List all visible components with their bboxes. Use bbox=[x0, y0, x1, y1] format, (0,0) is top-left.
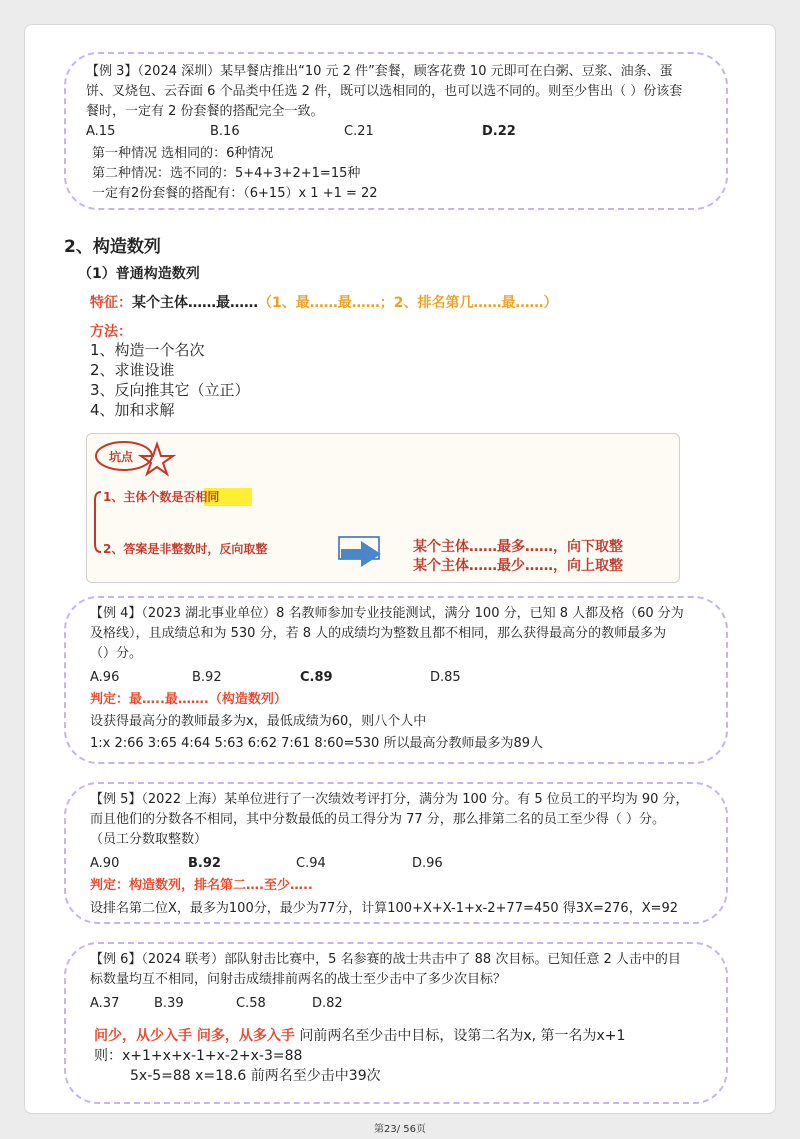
pitfall-note-image bbox=[86, 433, 680, 583]
option-d: D.85 bbox=[430, 670, 461, 685]
option-b: B.92 bbox=[188, 856, 221, 871]
subsection-title: （1）普通构造数列 bbox=[78, 266, 200, 282]
option-c: C.94 bbox=[296, 856, 326, 871]
option-b: B.16 bbox=[210, 124, 240, 139]
solution-hint-line bbox=[94, 1026, 726, 1046]
example-5-options bbox=[90, 854, 726, 874]
solution-line: 5x-5=88 x=18.6 前两名至少击中39次 bbox=[130, 1068, 381, 1084]
rounding-rule-1: 某个主体……最多……，向下取整 bbox=[413, 539, 623, 555]
option-b: B.92 bbox=[192, 670, 222, 685]
pitfall-item-1-text: 1、主体个数 bbox=[103, 490, 172, 504]
example-6-question-line: 标数量均互不相同，问射击成绩排前两名的战士至少击中了多少次目标？ bbox=[90, 972, 507, 987]
solution-line: 一定有2份套餐的搭配有：（6+15）x 1 +1 = 22 bbox=[92, 186, 378, 201]
example-6-question-line: 【例 6】（2024 联考）部队射击比赛中，5 名参赛的战士共击中了 88 次目标。已知任意 2 人击中的目 bbox=[90, 952, 681, 967]
example-4-question-line: 【例 4】（2023 湖北事业单位）8 名教师参加专业技能测试，满分 100 分，已知 8 人都及格（60 分为 bbox=[90, 606, 684, 621]
solution-line: 1:x 2:66 3:65 4:64 5:63 6:62 7:61 8:60=530 所以最高分教师最多为89人 bbox=[90, 736, 544, 751]
example-3-options bbox=[86, 122, 726, 142]
method-steps bbox=[90, 340, 250, 420]
solution-text: 问前两名至少击中目标，设第二名为x, 第一名为x+1 bbox=[294, 1028, 626, 1044]
example-4-box bbox=[64, 596, 728, 764]
section-title: 2、构造数列 bbox=[64, 237, 161, 257]
judgement-line: 判定：构造数列，排名第二….至少….. bbox=[90, 878, 313, 893]
method-step: 4、加和求解 bbox=[90, 401, 175, 419]
right-arrow-icon bbox=[341, 541, 381, 567]
option-a: A.96 bbox=[90, 670, 120, 685]
example-3-question-line: 餐时，一定有 2 份套餐的搭配完全一致。 bbox=[86, 104, 324, 119]
example-3-question-line: 饼、叉烧包、云吞面 6 个品类中任选 2 件，既可以选相同的，也可以选不同的。则至少售出（ ）份该套 bbox=[86, 84, 683, 99]
option-c: C.89 bbox=[300, 670, 333, 685]
badge-label: 坑点 bbox=[109, 450, 134, 464]
method-step: 2、求谁设谁 bbox=[90, 361, 175, 379]
page-number: 第23/ 56页 bbox=[374, 1124, 426, 1135]
example-3-box bbox=[64, 52, 728, 210]
solution-line: 设获得最高分的教师最多为x，最低成绩为60，则八个人中 bbox=[90, 714, 427, 729]
example-6-box bbox=[64, 942, 728, 1104]
option-a: A.37 bbox=[90, 996, 120, 1011]
option-c: C.21 bbox=[344, 124, 374, 139]
option-c: C.58 bbox=[236, 996, 266, 1011]
solution-line: 第一种情况 选相同的：6种情况 bbox=[92, 146, 274, 161]
method-step: 1、构造一个名次 bbox=[90, 341, 205, 359]
method-label: 方法： bbox=[90, 324, 132, 340]
option-d: D.96 bbox=[412, 856, 443, 871]
brace-icon bbox=[95, 492, 101, 552]
example-3-question-line: 【例 3】（2024 深圳）某早餐店推出“10 元 2 件”套餐，顾客花费 10 元即可在白粥、豆浆、油条、蛋 bbox=[86, 64, 673, 79]
solution-line: 则：x+1+x+x-1+x-2+x-3=88 bbox=[94, 1048, 303, 1064]
star-icon bbox=[141, 444, 173, 474]
example-5-question-line: 【例 5】（2022 上海）某单位进行了一次绩效考评打分，满分为 100 分。有 5 位员工的平均为 90 分， bbox=[90, 792, 689, 807]
option-d: D.82 bbox=[312, 996, 343, 1011]
solution-line: 设排名第二位X，最多为100分，最少为77分，计算100+X+X-1+x-2+77=450 得3X=276，X=92 bbox=[90, 901, 679, 916]
example-4-options bbox=[90, 668, 726, 688]
option-a: A.90 bbox=[90, 856, 120, 871]
pitfall-item-1-highlight: 是否相同 bbox=[171, 490, 220, 504]
option-a: A.15 bbox=[86, 124, 116, 139]
feature-text: 某个主体……最…… bbox=[132, 295, 258, 311]
example-5-question-line: 而且他们的分数各不相同，其中分数最低的员工得分为 77 分，那么排第二名的员工至少得（ ）分。 bbox=[90, 812, 665, 827]
feature-hint: （1、最……最……；2、排名第几……最……） bbox=[258, 295, 558, 311]
option-d: D.22 bbox=[482, 124, 516, 139]
pitfall-item-1 bbox=[103, 488, 219, 505]
example-5-question-line: （员工分数取整数） bbox=[90, 832, 208, 847]
pitfall-item-2: 2、答案是非整数时，反向取整 bbox=[103, 542, 268, 556]
example-4-question-line: 及格线），且成绩总和为 530 分，若 8 人的成绩均为整数且都不相同，那么获得最高分的教师最多为 bbox=[90, 626, 667, 641]
judgement-line: 判定：最…..最…….（构造数列） bbox=[90, 692, 287, 707]
feature-label: 特征： bbox=[90, 295, 132, 311]
feature-line bbox=[90, 292, 557, 312]
method-step: 3、反向推其它（立正） bbox=[90, 381, 250, 399]
example-5-box bbox=[64, 782, 728, 924]
solution-hint: 问少，从少入手 问多，从多入手 bbox=[94, 1028, 295, 1044]
example-6-options bbox=[90, 994, 726, 1014]
example-4-question-line: （）分。 bbox=[90, 646, 143, 661]
option-b: B.39 bbox=[154, 996, 184, 1011]
solution-line: 第二种情况：选不同的：5+4+3+2+1=15种 bbox=[92, 166, 361, 181]
rounding-rule-2: 某个主体……最少……，向上取整 bbox=[413, 558, 623, 574]
